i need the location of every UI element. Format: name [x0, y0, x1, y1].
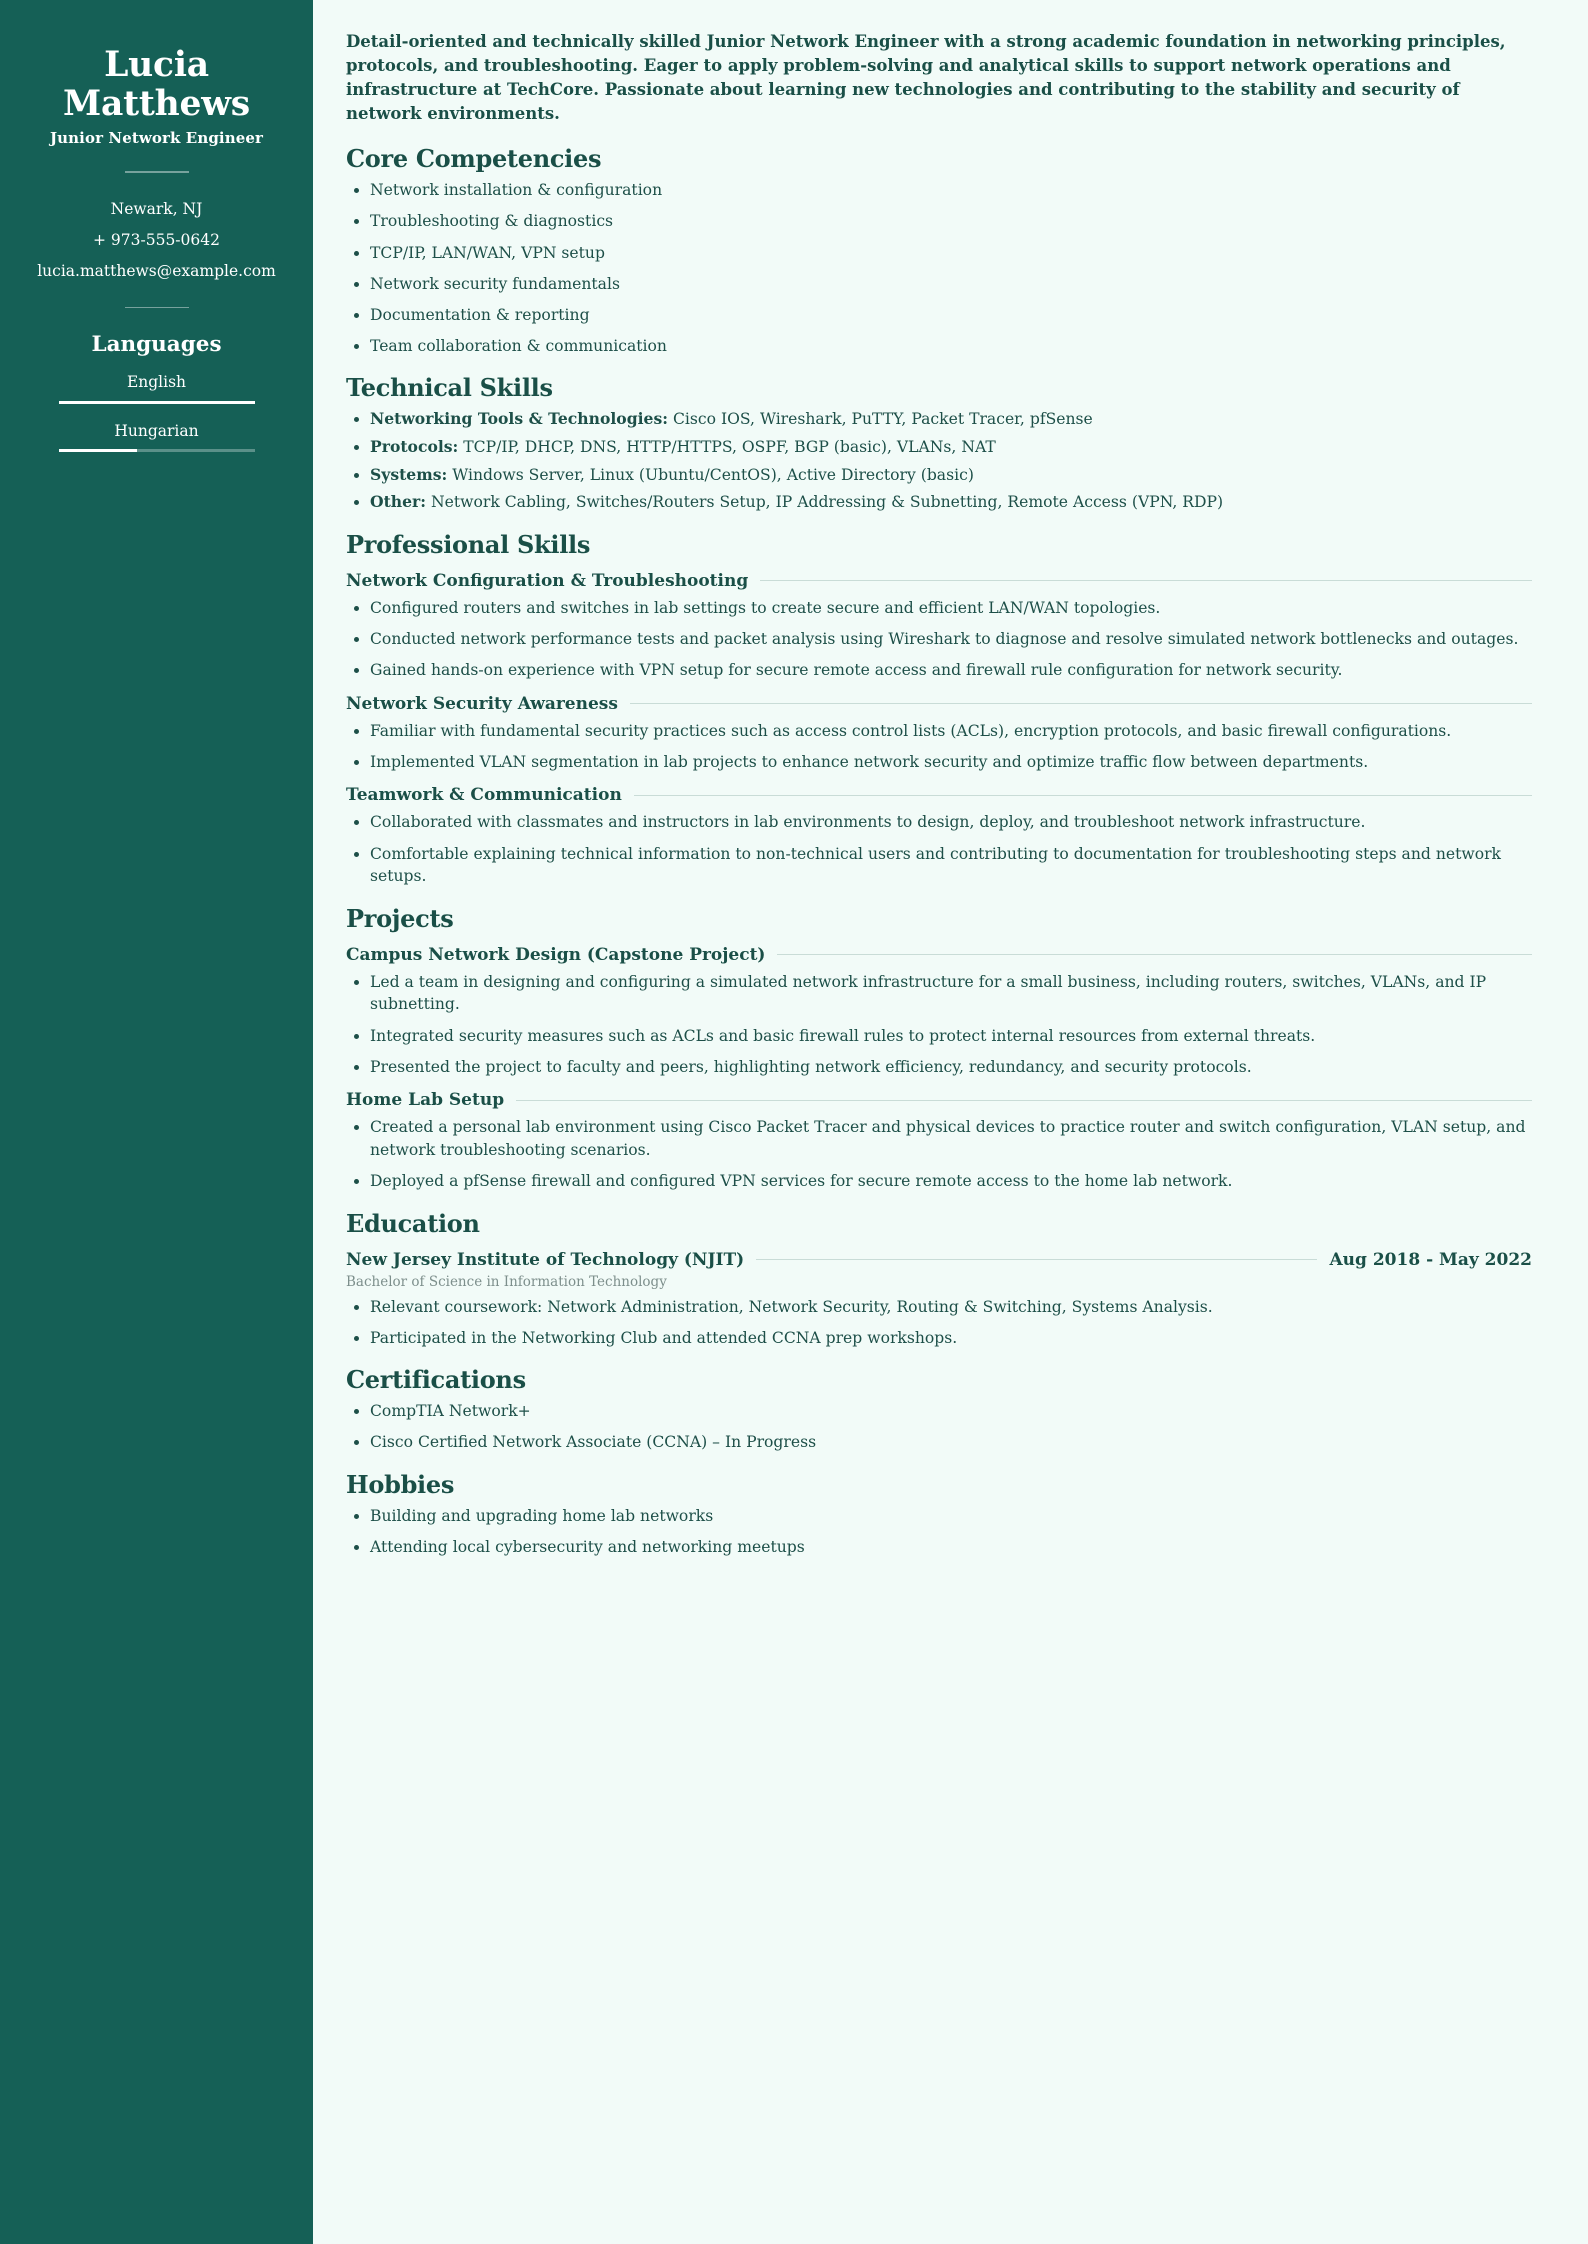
language-level-fill [59, 401, 255, 404]
professional-skills-group [346, 694, 1532, 774]
list-item [346, 491, 1532, 514]
list-item: Presented the project to faculty and peers, highlighting network efficiency, redundancy, and security protocols. [346, 1056, 1532, 1079]
group-list [346, 720, 1532, 774]
subsection-divider [516, 1100, 1532, 1101]
candidate-job-title: Junior Network Engineer [49, 129, 264, 148]
list-item: Documentation & reporting [346, 304, 1532, 327]
subsection-divider [756, 1259, 1317, 1260]
language-name: English [126, 373, 187, 392]
section-title: Education [346, 1208, 480, 1238]
language-level-fill [59, 449, 137, 452]
professional-summary: Detail-oriented and technically skilled Junior Network Engineer with a strong academic foundation in networking principles, protocols, and troubleshooting. Eager to apply problem-solving and analytical skills to support network operations and infrastructure at TechCore. Passionate about learning new technologies and contributing to the stability and security of network environments. [346, 32, 1506, 124]
subsection-title: Network Security Awareness [346, 693, 618, 714]
list-item: Integrated security measures such as ACLs and basic firewall rules to protect internal resources from external threats. [346, 1025, 1532, 1048]
subsection-title: Campus Network Design (Capstone Project) [346, 944, 766, 965]
list-item: Attending local cybersecurity and networking meetups [346, 1536, 1532, 1559]
subsection-title: Teamwork & Communication [346, 785, 622, 806]
group-list [346, 597, 1532, 682]
subsection-header [346, 785, 1532, 805]
sidebar-divider-bottom [125, 307, 189, 309]
skill-label: Networking Tools & Technologies: [370, 409, 668, 429]
skill-value: Windows Server, Linux (Ubuntu/CentOS), Active Directory (basic) [447, 465, 974, 484]
subsection-header [346, 571, 1532, 591]
education-list [346, 1296, 1532, 1350]
list-item: Created a personal lab environment using Cisco Packet Tracer and physical devices to practice router and switch configuration, VLAN setup, and network troubleshooting scenarios. [346, 1116, 1532, 1161]
list-item: Cisco Certified Network Associate (CCNA) – In Progress [346, 1431, 1532, 1454]
list-item: Team collaboration & communication [346, 335, 1532, 358]
school-name: New Jersey Institute of Technology (NJIT) [346, 1249, 745, 1270]
section-technical-skills [346, 373, 1532, 513]
list-item: Led a team in designing and configuring a simulated network infrastructure for a small business, including routers, switches, VLANs, and IP subnetting. [346, 971, 1532, 1016]
contact-block [30, 197, 283, 283]
section-education [346, 1209, 1532, 1350]
language-level-bar [59, 449, 255, 452]
skill-value: Network Cabling, Switches/Routers Setup, IP Addressing & Subnetting, Remote Access (VPN, RDP) [426, 493, 1224, 512]
certifications-list [346, 1400, 1532, 1454]
list-item: Deployed a pfSense firewall and configured VPN services for secure remote access to the home lab network. [346, 1170, 1532, 1193]
subsection-divider [760, 580, 1532, 581]
section-title: Certifications [346, 1365, 526, 1395]
project-group [346, 1090, 1532, 1192]
list-item: Conducted network performance tests and packet analysis using Wireshark to diagnose and resolve simulated network bottlenecks and outages. [346, 628, 1532, 651]
languages-heading: Languages [91, 332, 222, 358]
list-item [346, 464, 1532, 487]
education-entry [346, 1250, 1532, 1350]
subsection-divider [777, 954, 1532, 955]
resume-main [313, 0, 1588, 2244]
skill-label: Other: [370, 492, 427, 512]
list-item: Relevant coursework: Network Administration, Network Security, Routing & Switching, Systems Analysis. [346, 1296, 1532, 1319]
core-competencies-list [346, 179, 1532, 357]
skill-label: Protocols: [370, 437, 459, 457]
subsection-title: Home Lab Setup [346, 1090, 505, 1111]
language-item-hungarian [30, 420, 283, 452]
list-item: Configured routers and switches in lab settings to create secure and efficient LAN/WAN topologies. [346, 597, 1532, 620]
section-projects [346, 904, 1532, 1193]
language-name: Hungarian [114, 421, 199, 440]
section-certifications [346, 1365, 1532, 1454]
language-item-english [30, 371, 283, 403]
language-level-bar [59, 401, 255, 404]
subsection-header [346, 1090, 1532, 1110]
skill-value: Cisco IOS, Wireshark, PuTTY, Packet Tracer, pfSense [668, 410, 1093, 429]
professional-skills-group [346, 571, 1532, 682]
list-item: CompTIA Network+ [346, 1400, 1532, 1423]
section-title: Projects [346, 903, 454, 933]
list-item: Familiar with fundamental security practices such as access control lists (ACLs), encryption protocols, and basic firewall configurations. [346, 720, 1532, 743]
subsection-title: Network Configuration & Troubleshooting [346, 570, 749, 591]
education-header [346, 1250, 1532, 1270]
degree-name: Bachelor of Science in Information Technology [346, 1273, 667, 1290]
section-title: Core Competencies [346, 144, 602, 174]
list-item [346, 436, 1532, 459]
subsection-header [346, 945, 1532, 965]
candidate-name: Lucia Matthews [63, 45, 250, 124]
section-title: Professional Skills [346, 529, 591, 559]
section-professional-skills [346, 530, 1532, 888]
list-item [346, 408, 1532, 431]
contact-phone[interactable]: + 973-555-0642 [92, 230, 220, 249]
project-group [346, 945, 1532, 1078]
list-item: Building and upgrading home lab networks [346, 1505, 1532, 1528]
list-item: Network installation & configuration [346, 179, 1532, 202]
sidebar [0, 0, 313, 2244]
hobbies-list [346, 1505, 1532, 1559]
section-title: Technical Skills [346, 373, 553, 403]
list-item: Participated in the Networking Club and attended CCNA prep workshops. [346, 1327, 1532, 1350]
skill-value: TCP/IP, DHCP, DNS, HTTP/HTTPS, OSPF, BGP (basic), VLANs, NAT [458, 438, 996, 457]
group-list [346, 971, 1532, 1078]
subsection-divider [634, 795, 1532, 796]
group-list [346, 811, 1532, 887]
technical-skills-list [346, 408, 1532, 513]
group-list [346, 1116, 1532, 1192]
professional-skills-group [346, 785, 1532, 887]
contact-location: Newark, NJ [110, 199, 203, 218]
list-item: Gained hands-on experience with VPN setup for secure remote access and firewall rule configuration for network security. [346, 659, 1532, 682]
list-item: Network security fundamentals [346, 273, 1532, 296]
contact-email[interactable]: lucia.matthews@example.com [37, 261, 276, 280]
sidebar-divider-top [125, 171, 189, 173]
section-hobbies [346, 1470, 1532, 1559]
subsection-header [346, 694, 1532, 714]
subsection-divider [630, 703, 1532, 704]
list-item: Troubleshooting & diagnostics [346, 210, 1532, 233]
section-core-competencies [346, 144, 1532, 357]
list-item: Comfortable explaining technical information to non-technical users and contributing to documentation for troubleshooting steps and network setups. [346, 843, 1532, 888]
section-title: Hobbies [346, 1469, 455, 1499]
list-item: Implemented VLAN segmentation in lab projects to enhance network security and optimize traffic flow between departments. [346, 751, 1532, 774]
education-dates: Aug 2018 - May 2022 [1329, 1249, 1532, 1270]
list-item: TCP/IP, LAN/WAN, VPN setup [346, 242, 1532, 265]
skill-label: Systems: [370, 464, 448, 484]
list-item: Collaborated with classmates and instructors in lab environments to design, deploy, and troubleshoot network infrastructure. [346, 811, 1532, 834]
